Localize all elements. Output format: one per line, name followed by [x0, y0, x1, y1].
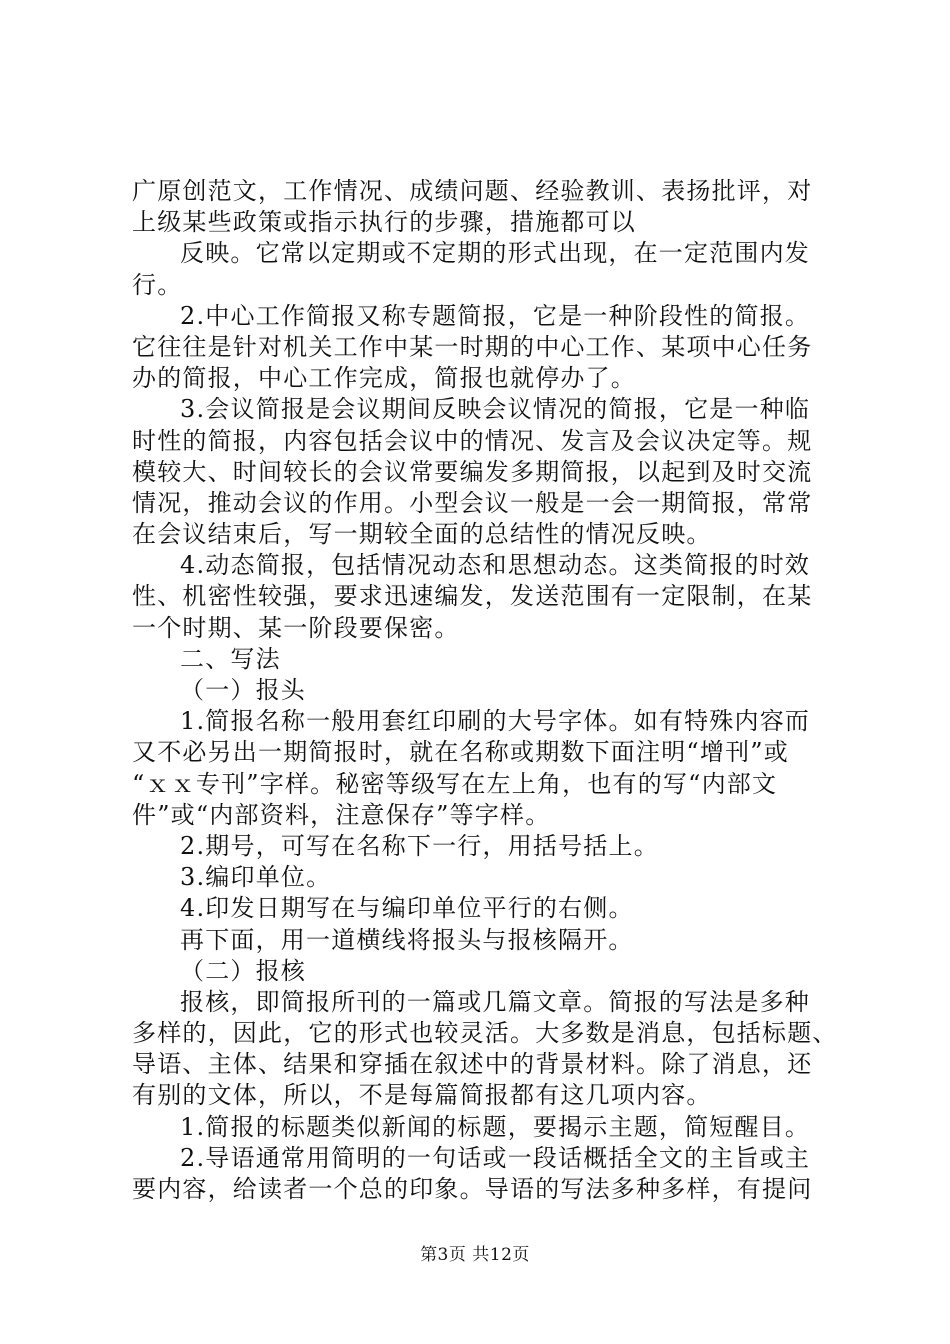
- text-line: “ｘｘ专刊”字样。秘密等级写在左上角，也有的写“内部文: [132, 769, 778, 798]
- text-line: 报核，即简报所刊的一篇或几篇文章。简报的写法是多种: [180, 987, 810, 1016]
- text-line: 4.动态简报，包括情况动态和思想动态。这类简报的时效: [180, 551, 811, 580]
- text-line: 再下面，用一道横线将报头与报核隔开。: [180, 925, 634, 954]
- text-line: 时性的简报，内容包括会议中的情况、发言及会议决定等。规: [132, 426, 813, 455]
- text-line: 一个时期、某一阶段要保密。: [132, 613, 460, 642]
- text-line: 情况，推动会议的作用。小型会议一般是一会一期简报，常常: [132, 488, 813, 517]
- text-line: 模较大、时间较长的会议常要编发多期简报，以起到及时交流: [132, 457, 813, 486]
- text-line: 2.导语通常用简明的一句话或一段话概括全文的主旨或主: [180, 1143, 811, 1172]
- text-line: 多样的，因此，它的形式也较灵活。大多数是消息，包括标题、: [132, 1019, 838, 1048]
- text-line: 办的简报，中心工作完成，简报也就停办了。: [132, 364, 636, 393]
- text-line: 反映。它常以定期或不定期的形式出现，在一定范围内发: [180, 239, 810, 268]
- text-line: 在会议结束后，写一期较全面的总结性的情况反映。: [132, 520, 712, 549]
- text-line: 广原创范文，工作情况、成绩问题、经验教训、表扬批评，对: [132, 177, 813, 205]
- text-line: 性、机密性较强，要求迅速编发，发送范围有一定限制，在某: [132, 582, 813, 611]
- text-line: 3.会议简报是会议期间反映会议情况的简报，它是一种临: [180, 395, 811, 424]
- text-line: 4.印发日期写在与编印单位平行的右侧。: [180, 894, 634, 923]
- text-line: 1.简报名称一般用套红印刷的大号字体。如有特殊内容而: [180, 707, 811, 736]
- text-line: 又不必另出一期简报时，就在名称或期数下面注明“增刊”或: [132, 738, 789, 767]
- text-line: 要内容，给读者一个总的印象。导语的写法多种多样，有提问: [132, 1175, 813, 1203]
- text-line: 件”或“内部资料，注意保存”等字样。: [132, 800, 551, 829]
- text-line: 2.中心工作简报又称专题简报，它是一种阶段性的简报。: [180, 301, 811, 330]
- section-heading: 二、写法: [180, 644, 281, 673]
- subsection-heading: （一）报头: [180, 676, 306, 704]
- body-text: [132, 176, 838, 1205]
- page-footer: 第3页 共12页: [420, 1245, 530, 1265]
- text-line: 上级某些政策或指示执行的步骤，措施都可以: [132, 208, 636, 237]
- text-line: 导语、主体、结果和穿插在叙述中的背景材料。除了消息，还: [132, 1050, 813, 1079]
- text-line: 它往往是针对机关工作中某一时期的中心工作、某项中心任务: [132, 332, 813, 361]
- text-line: 3.编印单位。: [180, 863, 332, 892]
- text-line: 2.期号，可写在名称下一行，用括号括上。: [180, 831, 659, 860]
- text-line: 行。: [132, 270, 183, 299]
- text-line: 有别的文体，所以，不是每篇简报都有这几项内容。: [132, 1081, 712, 1110]
- text-line: 1.简报的标题类似新闻的标题，要揭示主题，简短醒目。: [180, 1112, 811, 1141]
- subsection-heading: （二）报核: [180, 956, 306, 985]
